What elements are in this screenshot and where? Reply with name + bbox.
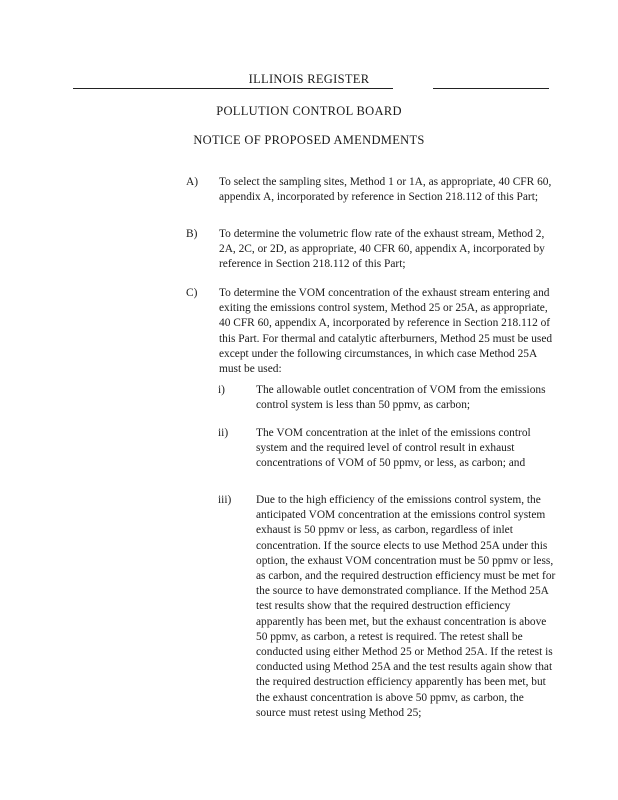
item-text: To determine the volumetric flow rate of the exhaust stream, Method 2, 2A, 2C, or 2D, as appropriate, 40 CFR 60, appendix A, incorporated by reference in Section 218.112 of this Part; <box>219 228 545 271</box>
list-item <box>0 493 618 723</box>
item-label: A) <box>186 176 199 188</box>
list-item <box>0 175 618 223</box>
subitem-text: The VOM concentration at the inlet of the emissions control system and the required level of control result in exhaust concentrations of VOM of 50 ppmv, or less, as carbon; and <box>256 427 531 470</box>
notice-title: NOTICE OF PROPOSED AMENDMENTS <box>193 133 425 147</box>
item-text: To determine the VOM concentration of the exhaust stream entering and exiting the emissions control system, Method 25 or 25A, as appropriate, 40 CFR 60, appendix A, incorporated by reference in Section 218.112 of this Part. For thermal and catalytic afterburners, Method 25 must be used except under the following circumstances, in which case Method 25A must be used: <box>219 287 553 376</box>
list-item <box>0 286 618 381</box>
list-item <box>0 426 618 488</box>
header-rule-left <box>73 88 393 89</box>
subitem-label: ii) <box>218 427 229 439</box>
list-item <box>0 383 618 415</box>
subitem-text: The allowable outlet concentration of VOM from the emissions control system is less than 50 ppmv, as carbon; <box>256 384 546 412</box>
subitem-label: i) <box>218 384 225 396</box>
board-title: POLLUTION CONTROL BOARD <box>216 104 402 118</box>
header-rule-right <box>433 88 549 89</box>
register-title: ILLINOIS REGISTER <box>248 72 370 86</box>
list-item <box>0 227 618 275</box>
item-label: C) <box>186 287 198 299</box>
item-label: B) <box>186 228 198 240</box>
subitem-text: Due to the high efficiency of the emissions control system, the anticipated VOM concentration at the emissions control system exhaust is 50 ppmv or less, as carbon, regardless of inlet concentration. If the source elects to use Method 25A under this option, the exhaust VOM concentration must be 50 ppmv or less, as carbon, and the required destruction efficiency must be met for the source to have demonstrated compliance. If the Method 25A test results show that the required destruction efficiency apparently has been met, but the exhaust concentration is above 50 ppmv, as carbon, a retest is required. The retest shall be conducted using either Method 25 or Method 25A. If the retest is conducted using Method 25A and the test results again show that the required destruction efficiency apparently has been met, but the exhaust concentration is above 50 ppmv, as carbon, the source must retest using Method 25; <box>256 494 556 719</box>
subitem-label: iii) <box>218 494 232 506</box>
item-text: To select the sampling sites, Method 1 or 1A, as appropriate, 40 CFR 60, appendix A, incorporated by reference in Section 218.112 of this Part; <box>219 176 552 204</box>
